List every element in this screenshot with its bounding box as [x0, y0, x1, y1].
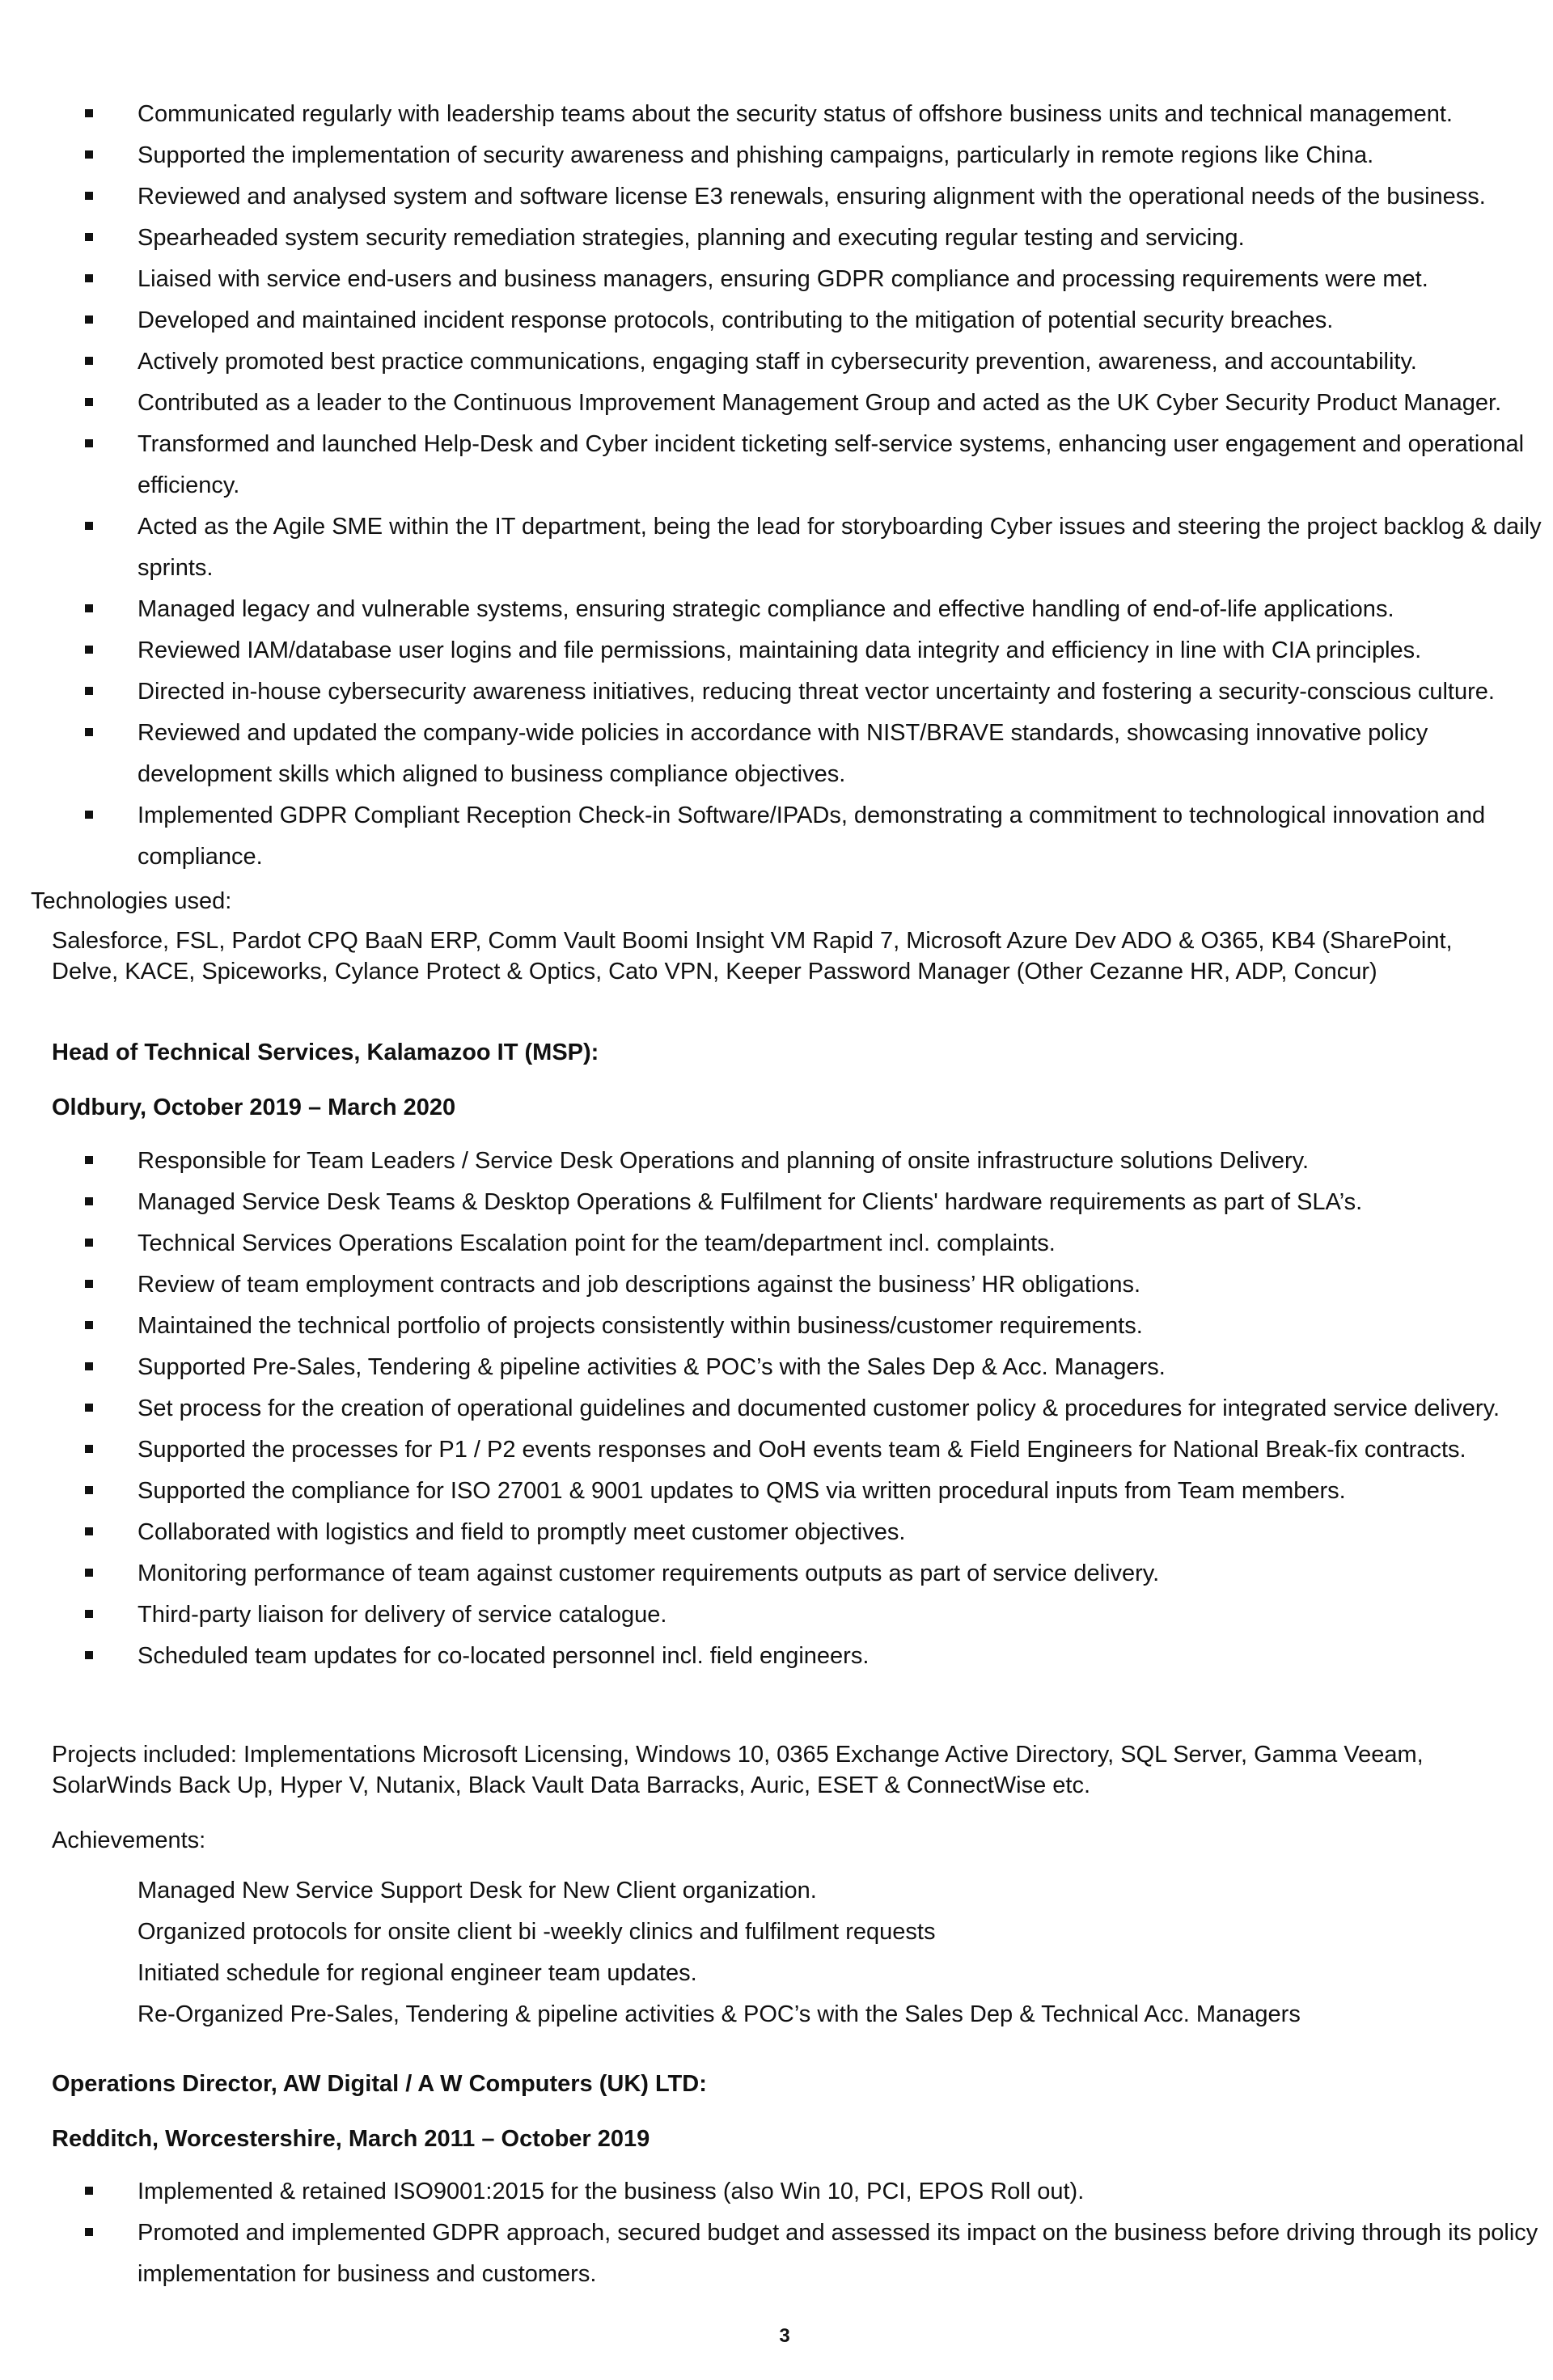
bullet-square-icon [85, 604, 93, 612]
bullet-square-icon [85, 1486, 93, 1494]
list-item [0, 713, 1545, 795]
bullet-square-icon [85, 439, 93, 447]
bullet-square-icon [85, 1404, 93, 1412]
bullet-square-icon [85, 315, 93, 324]
bullet-square-icon [85, 1651, 93, 1659]
bullet-square-icon [85, 646, 93, 654]
list-item [0, 2213, 1545, 2295]
job-title-kalamazoo: Head of Technical Services, Kalamazoo IT (MSP): [52, 1040, 599, 1065]
bullet-square-icon [85, 2228, 93, 2236]
job-location-aw-digital: Redditch, Worcestershire, March 2011 – October 2019 [52, 2126, 650, 2152]
list-item: Organized protocols for onsite client bi -weekly clinics and fulfilment requests [138, 1919, 936, 1945]
list-item-text: Scheduled team updates for co-located personnel incl. field engineers. [138, 1643, 870, 1669]
list-item-text: Supported Pre-Sales, Tendering & pipeline activities & POC’s with the Sales Dep & Acc. Managers. [138, 1354, 1166, 1380]
bullet-square-icon [85, 1239, 93, 1247]
list-item-text: Directed in-house cybersecurity awareness initiatives, reducing threat vector uncertainty and fostering a security-conscious culture. [138, 679, 1495, 705]
list-item-text: Managed legacy and vulnerable systems, ensuring strategic compliance and effective handling of end-of-life applications. [138, 596, 1394, 622]
list-item [0, 589, 1545, 630]
projects-text: Projects included: Implementations Microsoft Licensing, Windows 10, 0365 Exchange Active Directory, SQL Server, Gamma Veeam, SolarWinds Back Up, Hyper V, Nutanix, Black Vault Data Barracks, Auric, ESET & ConnectWise etc. [52, 1742, 1424, 1798]
bullet-square-icon [85, 150, 93, 159]
aw-digital-responsibilities-list [0, 2171, 1545, 2295]
list-item-text: Acted as the Agile SME within the IT department, being the lead for storyboarding Cyber issues and steering the project backlog & daily sprints. [138, 514, 1542, 581]
security-responsibilities-list [0, 94, 1545, 878]
bullet-square-icon [85, 1362, 93, 1370]
list-item [0, 1512, 1545, 1553]
bullet-square-icon [85, 1280, 93, 1288]
list-item [0, 630, 1545, 671]
list-item: Initiated schedule for regional engineer team updates. [138, 1960, 697, 1986]
list-item: Managed New Service Support Desk for New Client organization. [138, 1878, 817, 1904]
list-item-text: Monitoring performance of team against customer requirements outputs as part of service delivery. [138, 1561, 1160, 1586]
list-item-text: Supported the compliance for ISO 27001 & 9001 updates to QMS via written procedural inputs from Team members. [138, 1478, 1346, 1504]
list-item [0, 300, 1545, 341]
list-item [0, 1553, 1545, 1594]
achievements-list [138, 1870, 1301, 2035]
list-item-text: Supported the implementation of security awareness and phishing campaigns, particularly in remote regions like China. [138, 142, 1374, 168]
list-item [0, 2171, 1545, 2213]
list-item [0, 259, 1545, 300]
bullet-square-icon [85, 1197, 93, 1205]
bullet-square-icon [85, 1569, 93, 1577]
list-item [0, 383, 1545, 424]
bullet-square-icon [85, 687, 93, 695]
list-item-text: Collaborated with logistics and field to promptly meet customer objectives. [138, 1519, 906, 1545]
list-item [0, 94, 1545, 135]
list-item [0, 1141, 1545, 1182]
bullet-square-icon [85, 1527, 93, 1535]
list-item-text: Promoted and implemented GDPR approach, secured budget and assessed its impact on the business before driving through its policy implementation for business and customers. [138, 2220, 1538, 2287]
list-item [0, 795, 1545, 878]
bullet-square-icon [85, 1321, 93, 1329]
list-item-text: Reviewed IAM/database user logins and file permissions, maintaining data integrity and efficiency in line with CIA principles. [138, 637, 1422, 663]
bullet-square-icon [85, 398, 93, 406]
list-item-text: Reviewed and analysed system and software license E3 renewals, ensuring alignment with the operational needs of the business. [138, 184, 1486, 210]
list-item-text: Review of team employment contracts and job descriptions against the business’ HR obligations. [138, 1272, 1141, 1298]
list-item-text: Liaised with service end-users and business managers, ensuring GDPR compliance and processing requirements were met. [138, 266, 1428, 292]
bullet-square-icon [85, 274, 93, 282]
bullet-square-icon [85, 1156, 93, 1164]
bullet-square-icon [85, 192, 93, 200]
technologies-heading: Technologies used: [31, 888, 232, 914]
bullet-square-icon [85, 728, 93, 736]
list-item-text: Transformed and launched Help-Desk and Cyber incident ticketing self-service systems, enhancing user engagement and operational efficiency. [138, 431, 1525, 498]
bullet-square-icon [85, 109, 93, 117]
list-item [0, 1636, 1545, 1677]
list-item [0, 671, 1545, 713]
list-item-text: Managed Service Desk Teams & Desktop Operations & Fulfilment for Clients' hardware requirements as part of SLA’s. [138, 1189, 1363, 1215]
list-item-text: Developed and maintained incident response protocols, contributing to the mitigation of potential security breaches. [138, 307, 1334, 333]
job-title-aw-digital: Operations Director, AW Digital / A W Computers (UK) LTD: [52, 2071, 707, 2097]
list-item-text: Communicated regularly with leadership teams about the security status of offshore business units and technical management. [138, 101, 1453, 127]
list-item-text: Contributed as a leader to the Continuous Improvement Management Group and acted as the UK Cyber Security Product Manager. [138, 390, 1502, 416]
list-item [0, 1306, 1545, 1347]
list-item [0, 1264, 1545, 1306]
list-item [0, 424, 1545, 506]
bullet-square-icon [85, 2187, 93, 2195]
list-item [0, 218, 1545, 259]
bullet-square-icon [85, 1610, 93, 1618]
job-location-kalamazoo: Oldbury, October 2019 – March 2020 [52, 1095, 456, 1120]
bullet-square-icon [85, 233, 93, 241]
bullet-square-icon [85, 1445, 93, 1453]
list-item [0, 1347, 1545, 1388]
list-item-text: Supported the processes for P1 / P2 events responses and OoH events team & Field Engineers for National Break-fix contracts. [138, 1437, 1466, 1463]
list-item-text: Implemented GDPR Compliant Reception Check-in Software/IPADs, demonstrating a commitment to technological innovation and compliance. [138, 803, 1486, 870]
list-item [0, 1429, 1545, 1471]
page-number: 3 [779, 2325, 790, 2347]
technologies-text: Salesforce, FSL, Pardot CPQ BaaN ERP, Comm Vault Boomi Insight VM Rapid 7, Microsoft Azure Dev ADO & O365, KB4 (SharePoint, Delve, KACE, Spiceworks, Cylance Protect & Optics, Cato VPN, Keeper Password Manager (Other Cezanne HR, ADP, Concur) [52, 928, 1453, 985]
list-item-text: Spearheaded system security remediation strategies, planning and executing regular testing and servicing. [138, 225, 1245, 251]
list-item-text: Actively promoted best practice communications, engaging staff in cybersecurity prevention, awareness, and accountability. [138, 349, 1417, 375]
list-item [0, 135, 1545, 176]
list-item-text: Maintained the technical portfolio of projects consistently within business/customer requirements. [138, 1313, 1143, 1339]
list-item [0, 506, 1545, 589]
list-item [0, 176, 1545, 218]
list-item-text: Implemented & retained ISO9001:2015 for the business (also Win 10, PCI, EPOS Roll out). [138, 2179, 1085, 2204]
list-item-text: Set process for the creation of operational guidelines and documented customer policy & procedures for integrated service delivery. [138, 1395, 1500, 1421]
list-item [0, 1223, 1545, 1264]
list-item-text: Reviewed and updated the company-wide policies in accordance with NIST/BRAVE standards, showcasing innovative policy development skills which aligned to business compliance objectives. [138, 720, 1428, 787]
achievements-heading: Achievements: [52, 1827, 206, 1853]
bullet-square-icon [85, 811, 93, 819]
bullet-square-icon [85, 357, 93, 365]
list-item [0, 1471, 1545, 1512]
list-item [0, 1388, 1545, 1429]
list-item: Re-Organized Pre-Sales, Tendering & pipeline activities & POC’s with the Sales Dep & Technical Acc. Managers [138, 2001, 1301, 2027]
bullet-square-icon [85, 522, 93, 530]
list-item [0, 341, 1545, 383]
list-item [0, 1594, 1545, 1636]
list-item [0, 1182, 1545, 1223]
list-item-text: Technical Services Operations Escalation point for the team/department incl. complaints. [138, 1230, 1056, 1256]
kalamazoo-responsibilities-list [0, 1141, 1545, 1677]
list-item-text: Third-party liaison for delivery of service catalogue. [138, 1602, 667, 1628]
list-item-text: Responsible for Team Leaders / Service Desk Operations and planning of onsite infrastructure solutions Delivery. [138, 1148, 1310, 1174]
